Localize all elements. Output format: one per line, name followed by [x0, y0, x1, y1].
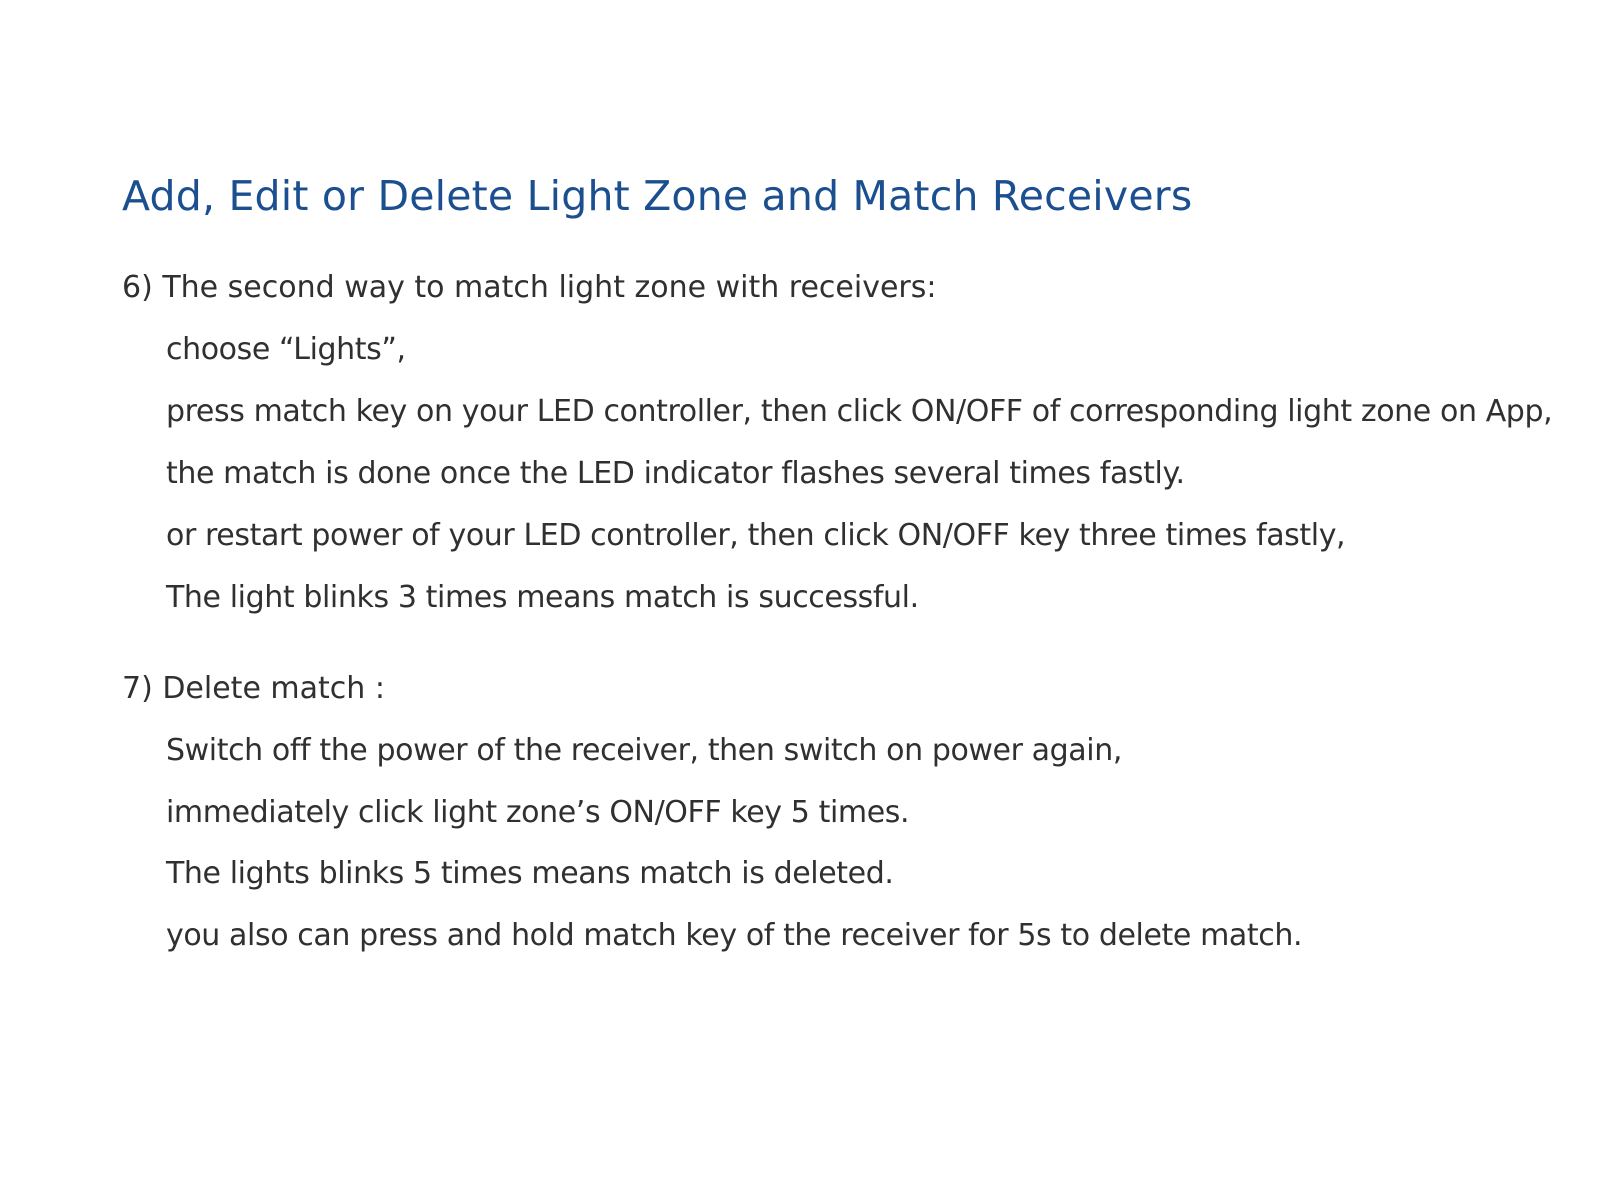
instruction-line: choose “Lights”, — [166, 332, 406, 367]
instruction-line: The light blinks 3 times means match is successful. — [166, 580, 919, 615]
instruction-line: Switch off the power of the receiver, then switch on power again, — [166, 733, 1122, 768]
instruction-line: press match key on your LED controller, then click ON/OFF of corresponding light zone on App, — [166, 394, 1553, 429]
instruction-line: the match is done once the LED indicator flashes several times fastly. — [166, 456, 1185, 491]
instruction-list — [166, 330, 1552, 640]
instruction-line: immediately click light zone’s ON/OFF key 5 times. — [166, 794, 910, 830]
instruction-line: The lights blinks 5 times means match is deleted. — [166, 856, 894, 891]
instruction-list — [166, 731, 1302, 977]
instruction-line: or restart power of your LED controller, then click ON/OFF key three times fastly, — [166, 518, 1346, 553]
section-heading: 7) Delete match : — [122, 671, 385, 706]
instruction-line: you also can press and hold match key of the receiver for 5s to delete match. — [166, 917, 1303, 953]
page-title: Add, Edit or Delete Light Zone and Match Receivers — [122, 172, 1193, 220]
section-heading: 6) The second way to match light zone with receivers: — [122, 270, 937, 305]
